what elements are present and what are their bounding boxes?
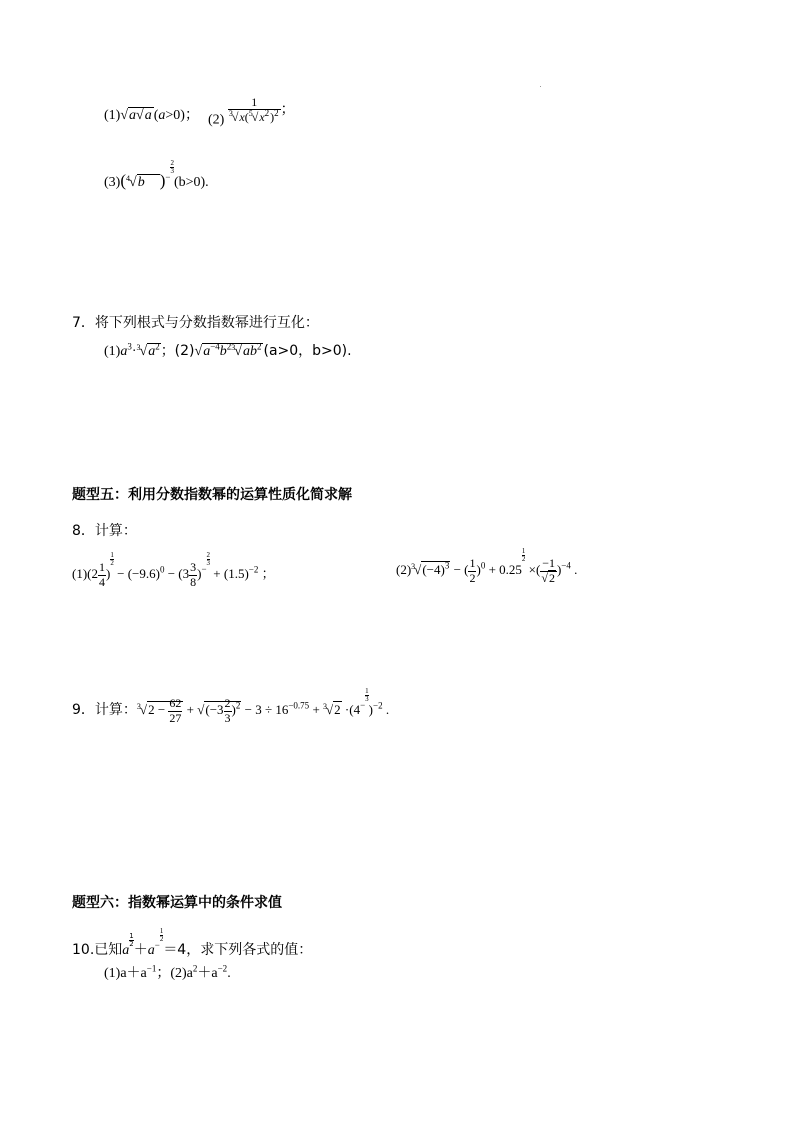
q10-part-1: (1)a＋a [104,966,147,981]
q10-parts: $(1)a+a^{-1}$；$(2)a^2+a^{-2}$. [104,963,231,981]
q7-title: 7．将下列根式与分数指数幂进行互化： [72,315,319,331]
q10-title: 10.已知a $\frac{1}{2}$ $+a^{- \frac{1}{2}}$ ＝4，求下列各式的值： [72,927,313,958]
q6-part-3: (3)($^4$√b )$^{- \frac{2}{3}}$ (b>0). [104,159,209,190]
q9-title: 9．计算： [72,702,137,718]
section-5-heading: 题型五：利用分数指数幂的运算性质化简求解 [72,487,352,503]
q7-part-1-label: (1) [104,344,121,359]
q6-part-2-fraction: $\frac{1}{^3√x(^5√x^2)^2}$ [228,95,279,125]
q8-part-1: (1)(2 $\frac{1}{4}$ ) $^{\frac{1}{2}}$ − $(-9.6)^0 - (3$ $\frac{3}{8}$ )$^{- \frac{2}{3}}$ + $(1.5)^{-2}$ ； [72,551,275,589]
q6-part-3-condition: (b>0). [173,175,209,190]
q6-part-3-label: (3) [104,175,121,190]
q6-part-2 [208,96,295,127]
q8-part-2-label: (2) [396,562,412,577]
q7-condition: (a>0，b>0). [263,343,352,359]
q10-part-sep: ； [156,965,171,981]
q8-title: 8．计算： [72,523,137,539]
q8-part-2: $(2)^3√(-4)^3$ − ( $\frac{1}{2}$ )$^0$ + 0.25 $^{\frac{1}{2}}$ ×( $\frac{-1}{√2}$ )$^{-4}$ . [396,547,578,585]
q6-part-2-sep: ； [280,101,295,118]
q6-part-1: (1)√a√a (a>0)； [104,107,199,123]
q7-parts: $(1)a^3\cdot^3√a^2$；$(2)√a^{-4}b^{23}√ab^2$ (a>0，b>0). [104,341,352,359]
q8-part-1-label: (1) [72,566,88,581]
q6-part-1-sep: ； [184,107,199,123]
q10-part-2: (2)a [170,966,193,981]
q9-expression: 9．计算：$^3$√2 − $\frac{62}{27}$ + √(−3 $\frac{2}{3}$ )$^2 - 3 \div 16^{-0.75} + ^3√2 \cdot(4^{- \frac{1}{3}}$ )$^{-2}$ . [72,687,390,725]
section-6-heading: 题型六：指数幂运算中的条件求值 [72,895,282,911]
q6-part-2-label: (2) [208,112,225,128]
q10-title-prefix: 10.已知 [72,942,123,958]
scan-speck [540,86,541,87]
q10-part-2-tail: ＋a [197,966,218,981]
q6-part-2-numerator: 1 [228,96,281,110]
q7-part-2-label: ；(2) [160,343,195,359]
q10-title-suffix: ＝4，求下列各式的值： [163,942,313,958]
q6-part-1-label: (1) [104,108,121,123]
